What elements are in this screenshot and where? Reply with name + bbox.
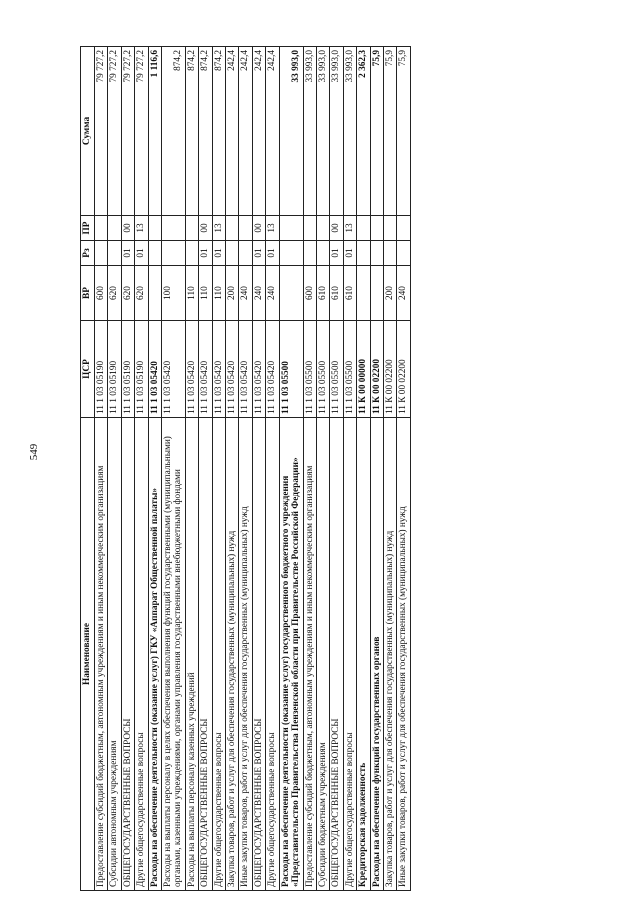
cell-pr: 13 bbox=[343, 216, 356, 241]
table-row bbox=[108, 47, 121, 891]
header-rz: Рз bbox=[81, 241, 95, 266]
cell-rz bbox=[357, 241, 370, 266]
cell-csr: 11 К 00 02200 bbox=[370, 321, 383, 418]
cell-csr: 11 1 03 05500 bbox=[330, 321, 343, 418]
cell-sum: 79 727,2 bbox=[108, 47, 121, 216]
table-row bbox=[370, 47, 383, 891]
cell-pr bbox=[239, 216, 252, 241]
cell-vr: 240 bbox=[397, 266, 410, 321]
cell-csr: 11 1 03 05190 bbox=[121, 321, 134, 418]
table-row bbox=[199, 47, 212, 891]
budget-table bbox=[80, 46, 411, 891]
cell-csr: 11 1 03 05420 bbox=[148, 321, 161, 418]
table-row bbox=[397, 47, 410, 891]
cell-pr bbox=[370, 216, 383, 241]
cell-vr: 240 bbox=[252, 266, 265, 321]
cell-vr: 620 bbox=[135, 266, 148, 321]
cell-sum: 33 993,0 bbox=[279, 47, 303, 216]
cell-pr: 13 bbox=[135, 216, 148, 241]
cell-csr: 11 1 03 05420 bbox=[162, 321, 186, 418]
cell-sum: 242,4 bbox=[226, 47, 239, 216]
cell-rz: 01 bbox=[199, 241, 212, 266]
cell-rz: 01 bbox=[121, 241, 134, 266]
header-csr: ЦСР bbox=[81, 321, 95, 418]
cell-sum: 79 727,2 bbox=[135, 47, 148, 216]
cell-csr: 11 1 03 05500 bbox=[279, 321, 303, 418]
header-pr: ПР bbox=[81, 216, 95, 241]
cell-name: Субсидии автономным учреждениям bbox=[108, 418, 121, 891]
header-name: Наименование bbox=[81, 418, 95, 891]
cell-rz bbox=[162, 241, 186, 266]
table-body bbox=[95, 47, 411, 891]
cell-vr bbox=[279, 266, 303, 321]
cell-rz bbox=[239, 241, 252, 266]
table-row bbox=[252, 47, 265, 891]
cell-csr: 11 1 03 05190 bbox=[108, 321, 121, 418]
cell-sum: 242,4 bbox=[252, 47, 265, 216]
cell-sum: 75,9 bbox=[397, 47, 410, 216]
cell-vr: 240 bbox=[266, 266, 279, 321]
cell-pr bbox=[303, 216, 316, 241]
table-row bbox=[357, 47, 370, 891]
cell-pr bbox=[397, 216, 410, 241]
cell-pr: 13 bbox=[266, 216, 279, 241]
cell-name: Расходы на обеспечение функций государственных органов bbox=[370, 418, 383, 891]
cell-name: ОБЩЕГОСУДАРСТВЕННЫЕ ВОПРОСЫ bbox=[330, 418, 343, 891]
table-row bbox=[95, 47, 108, 891]
cell-name: Другие общегосударственные вопросы bbox=[343, 418, 356, 891]
cell-rz: 01 bbox=[252, 241, 265, 266]
cell-name: Иные закупки товаров, работ и услуг для обеспечения государственных (муниципальных) нужд bbox=[239, 418, 252, 891]
cell-name: Другие общегосударственные вопросы bbox=[266, 418, 279, 891]
cell-csr: 11 1 03 05420 bbox=[239, 321, 252, 418]
cell-sum: 33 993,0 bbox=[343, 47, 356, 216]
table-row bbox=[330, 47, 343, 891]
cell-pr bbox=[279, 216, 303, 241]
cell-rz: 01 bbox=[135, 241, 148, 266]
table-row bbox=[121, 47, 134, 891]
cell-csr: 11 1 03 05500 bbox=[343, 321, 356, 418]
cell-rz bbox=[397, 241, 410, 266]
cell-csr: 11 К 00 00000 bbox=[357, 321, 370, 418]
cell-vr: 620 bbox=[121, 266, 134, 321]
cell-sum: 75,9 bbox=[383, 47, 396, 216]
cell-sum: 33 993,0 bbox=[330, 47, 343, 216]
cell-name: Кредиторская задолженность bbox=[357, 418, 370, 891]
cell-rz bbox=[370, 241, 383, 266]
cell-pr: 00 bbox=[252, 216, 265, 241]
cell-sum: 242,4 bbox=[239, 47, 252, 216]
table-row bbox=[343, 47, 356, 891]
cell-name: Закупка товаров, работ и услуг для обеспечения государственных (муниципальных) нужд bbox=[383, 418, 396, 891]
cell-name: Субсидии бюджетным учреждениям bbox=[316, 418, 329, 891]
cell-rz bbox=[95, 241, 108, 266]
cell-rz bbox=[383, 241, 396, 266]
cell-vr: 240 bbox=[239, 266, 252, 321]
cell-name: Расходы на обеспечение деятельности (оказание услуг) ГКУ «Аппарат Общественной палаты» bbox=[148, 418, 161, 891]
cell-name: Закупка товаров, работ и услуг для обеспечения государственных (муниципальных) нужд bbox=[226, 418, 239, 891]
cell-vr: 610 bbox=[316, 266, 329, 321]
cell-csr: 11 1 03 05190 bbox=[95, 321, 108, 418]
cell-vr: 200 bbox=[383, 266, 396, 321]
table-row bbox=[212, 47, 225, 891]
cell-vr: 200 bbox=[226, 266, 239, 321]
cell-pr: 00 bbox=[121, 216, 134, 241]
cell-sum: 2 362,3 bbox=[357, 47, 370, 216]
cell-pr bbox=[316, 216, 329, 241]
cell-sum: 874,2 bbox=[162, 47, 186, 216]
page-number: 549 bbox=[28, 443, 40, 461]
cell-vr: 610 bbox=[343, 266, 356, 321]
cell-csr: 11 К 00 02200 bbox=[397, 321, 410, 418]
cell-pr: 13 bbox=[212, 216, 225, 241]
cell-csr: 11 1 03 05500 bbox=[316, 321, 329, 418]
cell-name: Расходы на обеспечение деятельности (оказание услуг) государственного бюджетного учреждения «Представительство Правительства Пензенской области при Правительстве Российской Федерации» bbox=[279, 418, 303, 891]
table-row bbox=[316, 47, 329, 891]
cell-csr: 11 1 03 05420 bbox=[226, 321, 239, 418]
table-row bbox=[383, 47, 396, 891]
table-row bbox=[135, 47, 148, 891]
cell-name: ОБЩЕГОСУДАРСТВЕННЫЕ ВОПРОСЫ bbox=[252, 418, 265, 891]
cell-name: Предоставление субсидий бюджетным, автономным учреждениям и иным некоммерческим организациям bbox=[95, 418, 108, 891]
cell-sum: 79 727,2 bbox=[121, 47, 134, 216]
cell-sum: 1 116,6 bbox=[148, 47, 161, 216]
cell-rz bbox=[303, 241, 316, 266]
cell-pr bbox=[357, 216, 370, 241]
cell-pr bbox=[383, 216, 396, 241]
cell-csr: 11 1 03 05420 bbox=[185, 321, 198, 418]
table-row bbox=[239, 47, 252, 891]
cell-vr bbox=[370, 266, 383, 321]
table-row bbox=[303, 47, 316, 891]
cell-vr: 110 bbox=[212, 266, 225, 321]
table-row bbox=[148, 47, 161, 891]
cell-name: Другие общегосударственные вопросы bbox=[135, 418, 148, 891]
cell-name: Иные закупки товаров, работ и услуг для обеспечения государственных (муниципальных) нужд bbox=[397, 418, 410, 891]
cell-vr bbox=[357, 266, 370, 321]
cell-pr bbox=[162, 216, 186, 241]
table-header-row bbox=[81, 47, 95, 891]
cell-pr bbox=[108, 216, 121, 241]
cell-name: Расходы на выплаты персоналу казенных учреждений bbox=[185, 418, 198, 891]
cell-sum: 874,2 bbox=[212, 47, 225, 216]
cell-pr bbox=[185, 216, 198, 241]
cell-name: Другие общегосударственные вопросы bbox=[212, 418, 225, 891]
cell-csr: 11 К 00 02200 bbox=[383, 321, 396, 418]
cell-csr: 11 1 03 05420 bbox=[266, 321, 279, 418]
cell-rz bbox=[148, 241, 161, 266]
cell-rz: 01 bbox=[266, 241, 279, 266]
cell-sum: 874,2 bbox=[199, 47, 212, 216]
cell-vr bbox=[148, 266, 161, 321]
cell-sum: 242,4 bbox=[266, 47, 279, 216]
table-row bbox=[162, 47, 186, 891]
cell-name: ОБЩЕГОСУДАРСТВЕННЫЕ ВОПРОСЫ bbox=[121, 418, 134, 891]
cell-rz: 01 bbox=[212, 241, 225, 266]
cell-name: Расходы на выплаты персоналу в целях обеспечения выполнения функций государственными (муниципальными) органами, казенными учреждениями, органами управления государственными внебюджетными фондами bbox=[162, 418, 186, 891]
cell-sum: 75,9 bbox=[370, 47, 383, 216]
cell-csr: 11 1 03 05420 bbox=[252, 321, 265, 418]
cell-rz: 01 bbox=[343, 241, 356, 266]
cell-csr: 11 1 03 05420 bbox=[199, 321, 212, 418]
cell-pr bbox=[148, 216, 161, 241]
table-row bbox=[266, 47, 279, 891]
cell-rz bbox=[316, 241, 329, 266]
cell-vr: 620 bbox=[108, 266, 121, 321]
cell-vr: 100 bbox=[162, 266, 186, 321]
cell-rz bbox=[279, 241, 303, 266]
cell-vr: 600 bbox=[303, 266, 316, 321]
cell-sum: 79 727,2 bbox=[95, 47, 108, 216]
cell-sum: 33 993,0 bbox=[303, 47, 316, 216]
cell-pr bbox=[226, 216, 239, 241]
cell-sum: 33 993,0 bbox=[316, 47, 329, 216]
rotated-page bbox=[80, 47, 577, 891]
cell-name: Предоставление субсидий бюджетным, автономным учреждениям и иным некоммерческим организациям bbox=[303, 418, 316, 891]
cell-csr: 11 1 03 05420 bbox=[212, 321, 225, 418]
cell-vr: 610 bbox=[330, 266, 343, 321]
table-row bbox=[185, 47, 198, 891]
header-sum: Сумма bbox=[81, 47, 95, 216]
cell-name: ОБЩЕГОСУДАРСТВЕННЫЕ ВОПРОСЫ bbox=[199, 418, 212, 891]
table-row bbox=[226, 47, 239, 891]
cell-pr: 00 bbox=[330, 216, 343, 241]
cell-csr: 11 1 03 05500 bbox=[303, 321, 316, 418]
cell-rz bbox=[226, 241, 239, 266]
cell-rz: 01 bbox=[330, 241, 343, 266]
cell-vr: 110 bbox=[185, 266, 198, 321]
cell-sum: 874,2 bbox=[185, 47, 198, 216]
cell-rz bbox=[108, 241, 121, 266]
cell-rz bbox=[185, 241, 198, 266]
cell-csr: 11 1 03 05190 bbox=[135, 321, 148, 418]
cell-vr: 600 bbox=[95, 266, 108, 321]
cell-vr: 110 bbox=[199, 266, 212, 321]
header-vr: ВР bbox=[81, 266, 95, 321]
cell-pr bbox=[95, 216, 108, 241]
cell-pr: 00 bbox=[199, 216, 212, 241]
table-row bbox=[279, 47, 303, 891]
